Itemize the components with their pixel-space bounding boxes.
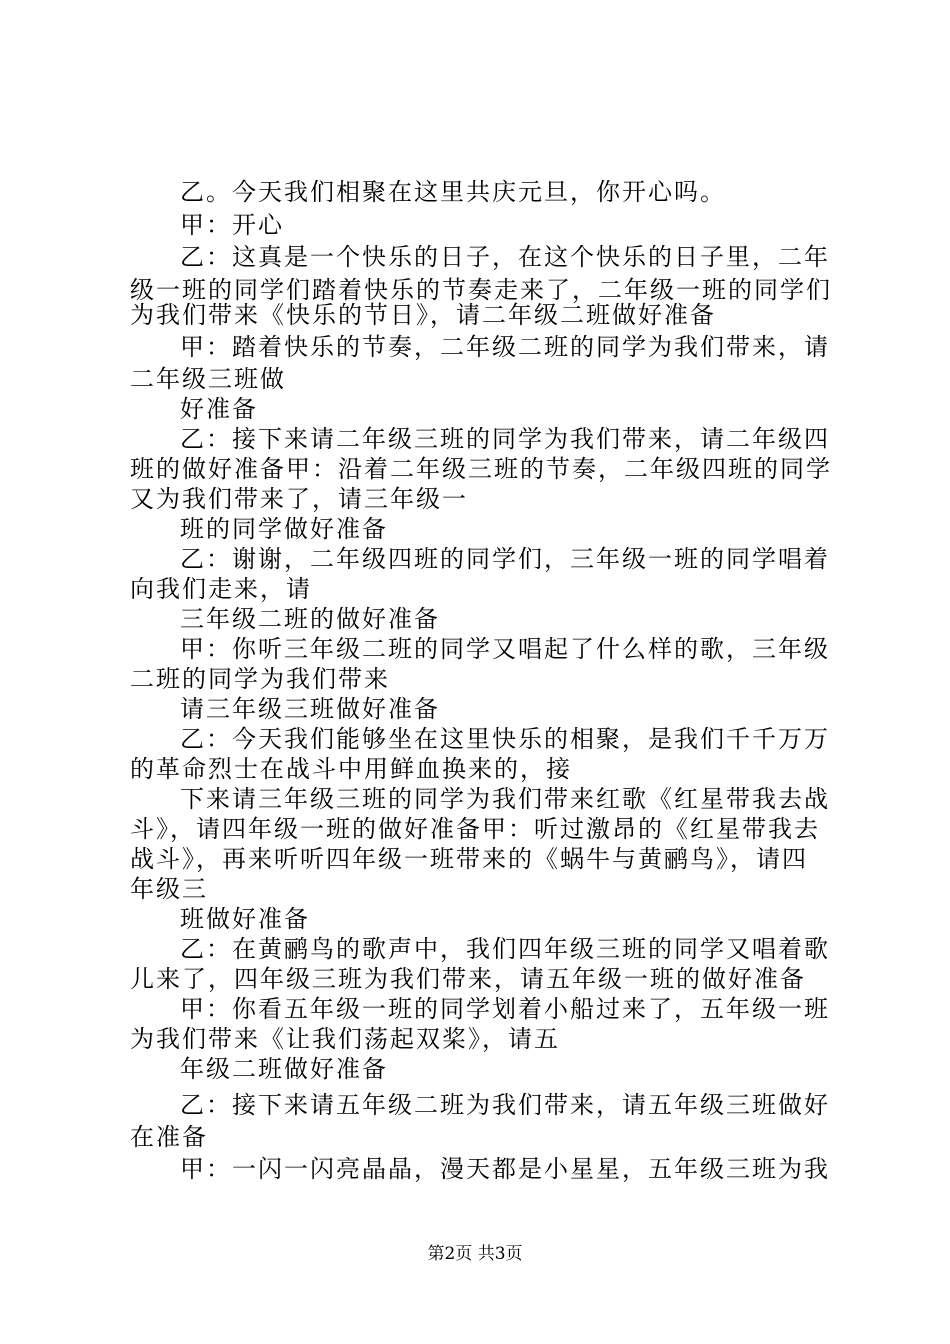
- text-line: 的革命烈士在战斗中用鲜血换来的，接: [130, 755, 572, 783]
- text-line: 为我们带来《让我们荡起双桨》，请五: [130, 1025, 560, 1053]
- text-line: 甲：开心: [180, 211, 284, 239]
- text-line: 乙：这真是一个快乐的日子，在这个快乐的日子里，二年: [180, 243, 830, 271]
- text-line: 甲：你听三年级二班的同学又唱起了什么样的歌，三年级: [180, 635, 830, 663]
- text-line: 向我们走来，请: [130, 575, 312, 603]
- text-line: 年级三: [130, 875, 208, 903]
- text-line: 乙：谢谢，二年级四班的同学们，三年级一班的同学唱着: [180, 545, 830, 573]
- text-line: 战斗》，再来听听四年级一班带来的《蜗牛与黄鹂鸟》，请四: [130, 845, 808, 873]
- text-line: 又为我们带来了，请三年级一: [130, 485, 468, 513]
- text-line: 班的做好准备甲：沿着二年级三班的节奏，二年级四班的同学: [130, 455, 832, 483]
- text-line: 斗》，请四年级一班的做好准备甲：听过激昂的《红星带我去: [130, 815, 820, 843]
- text-line: 儿来了，四年级三班为我们带来，请五年级一班的做好准备: [130, 965, 806, 993]
- text-line: 二年级三班做: [130, 365, 286, 393]
- text-line: 甲：踏着快乐的节奏，二年级二班的同学为我们带来，请: [180, 333, 830, 361]
- text-line: 乙：今天我们能够坐在这里快乐的相聚，是我们千千万万: [180, 725, 830, 753]
- text-line: 下来请三年级三班的同学为我们带来红歌《红星带我去战: [180, 785, 830, 813]
- text-line: 甲：一闪一闪亮晶晶，漫天都是小星星，五年级三班为我: [180, 1155, 830, 1183]
- text-line: 二班的同学为我们带来: [130, 665, 390, 693]
- text-line: 好准备: [180, 395, 258, 423]
- text-line: 乙：在黄鹂鸟的歌声中，我们四年级三班的同学又唱着歌: [180, 935, 830, 963]
- text-line: 乙。今天我们相聚在这里共庆元旦，你开心吗。: [180, 178, 726, 206]
- text-line: 甲：你看五年级一班的同学划着小船过来了，五年级一班: [180, 995, 830, 1023]
- page-number-footer: 第2页 共3页: [427, 1244, 523, 1264]
- text-line: 乙：接下来请二年级三班的同学为我们带来，请二年级四: [180, 425, 830, 453]
- text-line: 三年级二班的做好准备: [180, 605, 440, 633]
- text-line: 级一班的同学们踏着快乐的节奏走来了，二年级一班的同学们: [130, 276, 832, 304]
- text-line: 年级二班做好准备: [180, 1055, 388, 1083]
- text-line: 乙：接下来请五年级二班为我们带来，请五年级三班做好: [180, 1091, 830, 1119]
- text-line: 班的同学做好准备: [180, 515, 388, 543]
- text-line: 为我们带来《快乐的节日》，请二年级二班做好准备: [130, 301, 716, 329]
- text-line: 请三年级三班做好准备: [180, 695, 440, 723]
- text-line: 在准备: [130, 1123, 208, 1151]
- text-line: 班做好准备: [180, 905, 310, 933]
